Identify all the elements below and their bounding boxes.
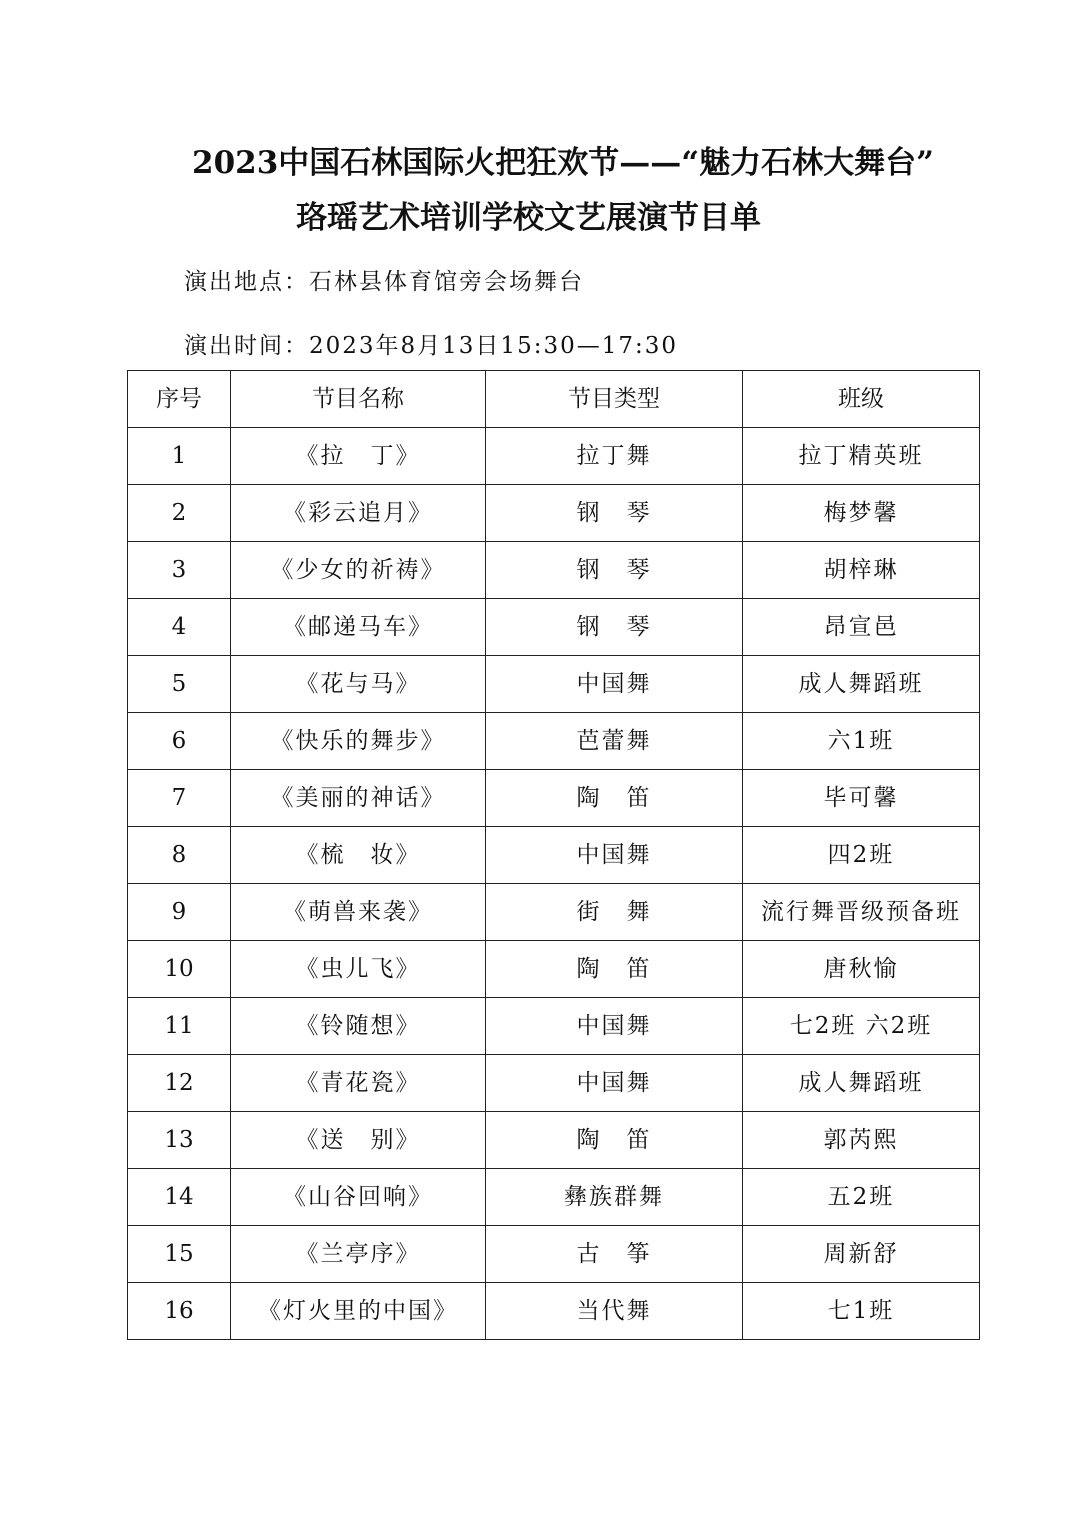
- program-type: 中国舞: [486, 998, 743, 1055]
- program-name: 《虫儿飞》: [231, 941, 486, 998]
- program-name: 《萌兽来袭》: [231, 884, 486, 941]
- performer-class: 毕可馨: [743, 770, 980, 827]
- program-type: 钢 琴: [486, 542, 743, 599]
- document-title-line-1: 2023中国石林国际火把狂欢节——“魅力石林大舞台”: [192, 145, 934, 181]
- table-row: [128, 998, 980, 1055]
- program-type: 陶 笛: [486, 941, 743, 998]
- row-number: 16: [128, 1283, 231, 1340]
- performer-class: 梅梦馨: [743, 485, 980, 542]
- program-name: 《少女的祈祷》: [231, 542, 486, 599]
- program-name: 《铃随想》: [231, 998, 486, 1055]
- table-row: [128, 770, 980, 827]
- program-name: 《彩云追月》: [231, 485, 486, 542]
- performer-class: 成人舞蹈班: [743, 1055, 980, 1112]
- row-number: 2: [128, 485, 231, 542]
- program-type: 中国舞: [486, 656, 743, 713]
- program-type: 钢 琴: [486, 485, 743, 542]
- program-type: 当代舞: [486, 1283, 743, 1340]
- program-name: 《拉 丁》: [231, 428, 486, 485]
- performer-class: 七2班 六2班: [743, 998, 980, 1055]
- table-row: [128, 827, 980, 884]
- table-row: [128, 1112, 980, 1169]
- row-number: 14: [128, 1169, 231, 1226]
- program-name: 《山谷回响》: [231, 1169, 486, 1226]
- header-class: 班级: [743, 371, 980, 428]
- header-no: 序号: [128, 371, 231, 428]
- program-table-body: [128, 428, 980, 1340]
- row-number: 11: [128, 998, 231, 1055]
- header-name: 节目名称: [231, 371, 486, 428]
- row-number: 8: [128, 827, 231, 884]
- performer-class: 郭芮熙: [743, 1112, 980, 1169]
- program-name: 《梳 妆》: [231, 827, 486, 884]
- row-number: 6: [128, 713, 231, 770]
- performer-class: 拉丁精英班: [743, 428, 980, 485]
- row-number: 10: [128, 941, 231, 998]
- program-name: 《美丽的神话》: [231, 770, 486, 827]
- program-type: 古 筝: [486, 1226, 743, 1283]
- program-type: 街 舞: [486, 884, 743, 941]
- performance-venue: 演出地点：石林县体育馆旁会场舞台: [184, 269, 584, 295]
- table-row: [128, 1055, 980, 1112]
- performer-class: 流行舞晋级预备班: [743, 884, 980, 941]
- program-name: 《青花瓷》: [231, 1055, 486, 1112]
- table-row: [128, 1169, 980, 1226]
- program-type: 中国舞: [486, 827, 743, 884]
- header-type: 节目类型: [486, 371, 743, 428]
- row-number: 4: [128, 599, 231, 656]
- table-row: [128, 428, 980, 485]
- row-number: 13: [128, 1112, 231, 1169]
- row-number: 5: [128, 656, 231, 713]
- program-table: [127, 370, 980, 1340]
- row-number: 9: [128, 884, 231, 941]
- table-header-row: [128, 371, 980, 428]
- row-number: 12: [128, 1055, 231, 1112]
- program-type: 芭蕾舞: [486, 713, 743, 770]
- performer-class: 成人舞蹈班: [743, 656, 980, 713]
- table-row: [128, 656, 980, 713]
- performer-class: 周新舒: [743, 1226, 980, 1283]
- program-type: 陶 笛: [486, 1112, 743, 1169]
- table-row: [128, 1226, 980, 1283]
- row-number: 1: [128, 428, 231, 485]
- program-name: 《兰亭序》: [231, 1226, 486, 1283]
- program-type: 钢 琴: [486, 599, 743, 656]
- table-row: [128, 1283, 980, 1340]
- performance-time: 演出时间：2023年8月13日15:30—17:30: [184, 333, 678, 359]
- document-title-line-2: 珞瑶艺术培训学校文艺展演节目单: [296, 200, 761, 236]
- performer-class: 胡梓琳: [743, 542, 980, 599]
- program-name: 《花与马》: [231, 656, 486, 713]
- performer-class: 唐秋愉: [743, 941, 980, 998]
- performer-class: 七1班: [743, 1283, 980, 1340]
- program-type: 拉丁舞: [486, 428, 743, 485]
- row-number: 3: [128, 542, 231, 599]
- program-type: 彝族群舞: [486, 1169, 743, 1226]
- performer-class: 昂宣邑: [743, 599, 980, 656]
- program-name: 《送 别》: [231, 1112, 486, 1169]
- performer-class: 四2班: [743, 827, 980, 884]
- program-name: 《快乐的舞步》: [231, 713, 486, 770]
- row-number: 7: [128, 770, 231, 827]
- program-type: 中国舞: [486, 1055, 743, 1112]
- table-row: [128, 485, 980, 542]
- table-row: [128, 884, 980, 941]
- performer-class: 五2班: [743, 1169, 980, 1226]
- row-number: 15: [128, 1226, 231, 1283]
- table-row: [128, 542, 980, 599]
- table-row: [128, 599, 980, 656]
- program-name: 《邮递马车》: [231, 599, 486, 656]
- program-type: 陶 笛: [486, 770, 743, 827]
- table-row: [128, 713, 980, 770]
- table-row: [128, 941, 980, 998]
- performer-class: 六1班: [743, 713, 980, 770]
- program-name: 《灯火里的中国》: [231, 1283, 486, 1340]
